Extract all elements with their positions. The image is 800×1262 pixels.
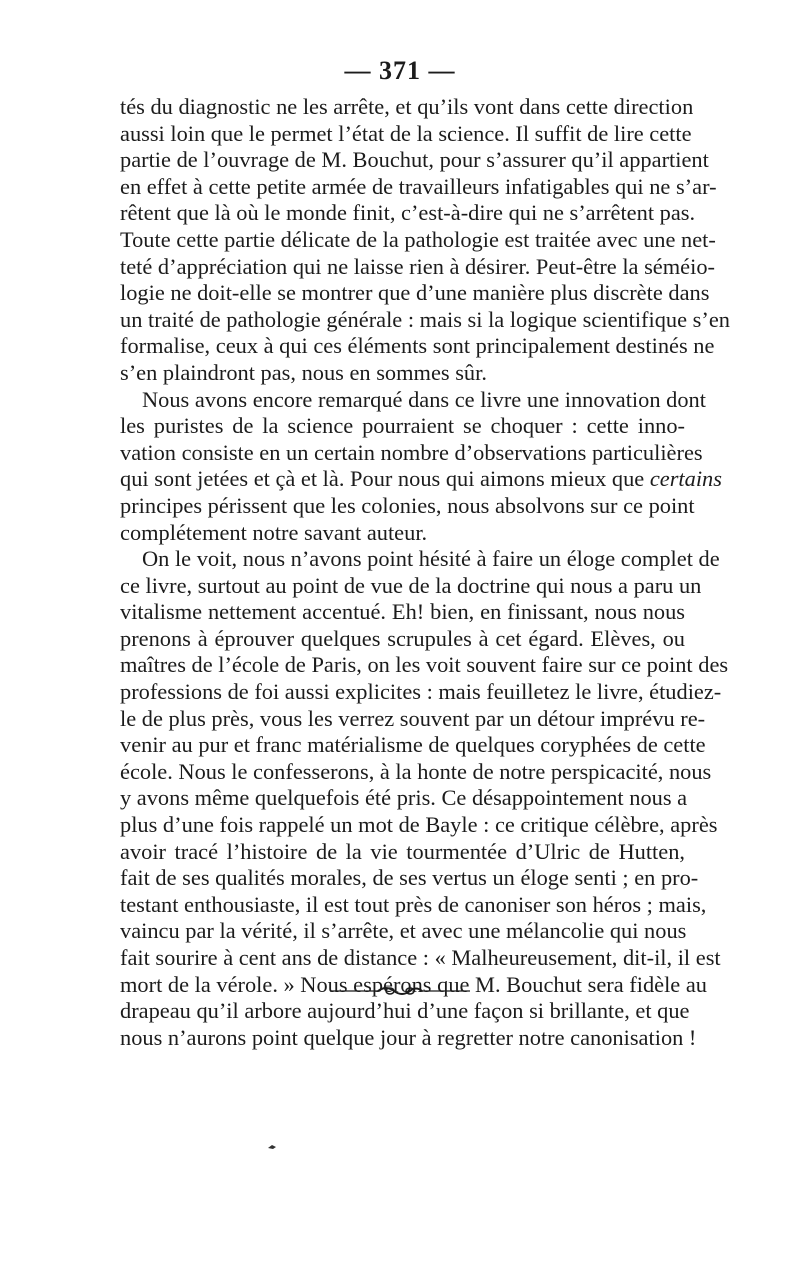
text-line: vaincu par la vérité, il s’arrête, et avec une mélancolie qui nous xyxy=(120,918,687,944)
italic-emphasis: certains xyxy=(649,466,722,492)
text-line: s’en plaindront pas, nous en sommes sûr. xyxy=(120,359,487,385)
text-line: fait sourire à cent ans de distance : « Malheureusement, dit-il, il est xyxy=(120,945,721,970)
text-line: vation consiste en un certain nombre d’observations particulières xyxy=(120,439,703,465)
text-line: nous n’aurons point quelque jour à regretter notre canonisation ! xyxy=(120,1024,697,1050)
text-line: partie de l’ouvrage de M. Bouchut, pour s’assurer qu’il appartient xyxy=(120,147,709,173)
text-line: On le voit, nous n’avons point hésité à faire un éloge complet de xyxy=(142,546,720,572)
text-line: venir au pur et franc matérialisme de quelques coryphées de cette xyxy=(120,732,706,758)
text-line-with-italic: qui sont jetées et çà et là. Pour nous qui aimons mieux que certains xyxy=(120,466,722,492)
text-line: en effet à cette petite armée de travailleurs infatigables qui ne s’ar- xyxy=(120,173,717,199)
text-line: rêtent que là où le monde finit, c’est-à-dire qui ne s’arrêtent pas. xyxy=(120,200,696,226)
ink-speck xyxy=(268,1144,276,1150)
text-line: professions de foi aussi explicites : mais feuilletez le livre, étudiez- xyxy=(120,679,722,705)
text-line: avoir tracé l’histoire de la vie tourmentée d’Ulric de Hutten, xyxy=(120,838,685,864)
text-line: Nous avons encore remarqué dans ce livre une innovation dont xyxy=(142,386,706,412)
text-line: les puristes de la science pourraient se choquer : cette inno- xyxy=(120,413,685,439)
text-line: testant enthousiaste, il est tout près de canoniser son héros ; mais, xyxy=(120,891,707,917)
text-line: fait de ses qualités morales, de ses vertus un éloge senti ; en pro- xyxy=(120,865,699,891)
text-line: école. Nous le confesserons, à la honte de notre perspicacité, nous xyxy=(120,758,712,784)
text-line: logie ne doit-elle se montrer que d’une manière plus discrète dans xyxy=(120,280,710,306)
text-line: un traité de pathologie générale : mais si la logique scientifique s’en xyxy=(120,306,730,332)
text-line: aussi loin que le permet l’état de la science. Il suffit de lire cette xyxy=(120,120,692,146)
text-line: vitalisme nettement accentué. Eh! bien, en finissant, nous nous xyxy=(120,599,685,625)
text-line: tés du diagnostic ne les arrête, et qu’ils vont dans cette direction xyxy=(120,94,694,119)
text-line: formalise, ceux à qui ces éléments sont principalement destinés ne xyxy=(120,333,715,359)
body-text xyxy=(120,94,730,1051)
text-line: principes périssent que les colonies, nous absolvons sur ce point xyxy=(120,492,695,518)
text-line: complétement notre savant auteur. xyxy=(120,519,428,545)
text-line: drapeau qu’il arbore aujourd’hui d’une façon si brillante, et que xyxy=(120,998,690,1024)
text-line: maîtres de l’école de Paris, on les voit souvent faire sur ce point des xyxy=(120,652,729,678)
page-number: — 371 — xyxy=(344,56,456,85)
text-line: teté d’appréciation qui ne laisse rien à désirer. Peut-être la séméio- xyxy=(120,253,715,279)
text-line: le de plus près, vous les verrez souvent par un détour imprévu re- xyxy=(120,705,706,731)
text-line: ce livre, surtout au point de vue de la doctrine qui nous a paru un xyxy=(120,572,702,598)
text-line: prenons à éprouver quelques scrupules à cet égard. Elèves, ou xyxy=(120,625,685,651)
text-line: plus d’une fois rappelé un mot de Bayle : ce critique célèbre, après xyxy=(120,812,718,838)
section-separator-ornament xyxy=(330,984,470,998)
text-line: Toute cette partie délicate de la pathologie est traitée avec une net- xyxy=(120,226,716,252)
text-line: y avons même quelquefois été pris. Ce désappointement nous a xyxy=(120,785,688,811)
text-line: mort de la vérole. » Nous espérons que M. Bouchut sera fidèle au xyxy=(120,971,707,997)
